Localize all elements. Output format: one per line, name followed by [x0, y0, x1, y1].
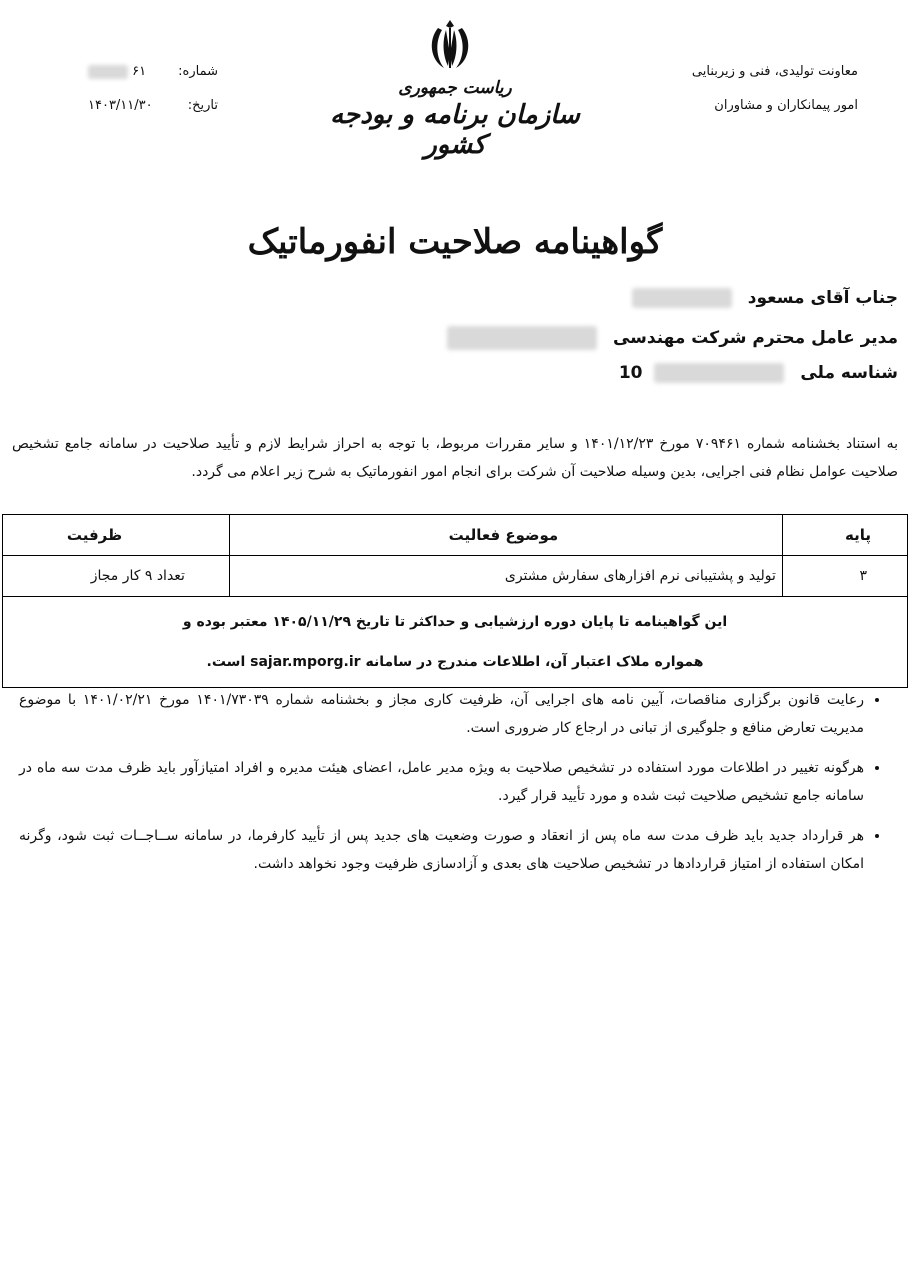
recipient-line-2 — [447, 326, 898, 350]
redacted-company — [447, 326, 597, 350]
date-label: تاریخ: — [187, 98, 218, 113]
header-grade: پایه — [782, 515, 907, 556]
header-right — [692, 55, 858, 123]
date-row — [88, 89, 218, 123]
number-row — [88, 55, 218, 89]
national-id-label: شناسه ملی — [800, 363, 898, 383]
number-label: شماره: — [178, 64, 218, 79]
validity-line-1: این گواهینامه تا پایان دوره ارزشیابی و حداکثر تا تاریخ ۱۴۰۵/۱۱/۲۹ معتبر بوده و — [182, 614, 728, 630]
validity-line-2: همواره ملاک اعتبار آن، اطلاعات مندرج در سامانه sajar.mporg.ir است. — [206, 654, 704, 670]
recipient-line-3 — [619, 363, 898, 383]
redacted-surname — [632, 288, 732, 308]
cell-capacity: تعداد ۹ کار مجاز — [3, 556, 230, 597]
presidency-text: ریاست جمهوری — [398, 78, 512, 98]
department-name: امور پیمانکاران و مشاوران — [714, 98, 858, 113]
qualification-table — [2, 514, 908, 688]
recipient-name: جناب آقای مسعود — [747, 288, 898, 308]
cell-grade: ۳ — [782, 556, 907, 597]
header-capacity: ظرفیت — [3, 515, 230, 556]
deputy-name: معاونت تولیدی، فنی و زیربنایی — [691, 64, 858, 79]
validity-row — [3, 597, 908, 688]
table-row — [3, 556, 908, 597]
national-id-value: 10 — [618, 363, 643, 383]
header-meta — [88, 55, 218, 123]
redacted-number — [88, 65, 128, 79]
organization-logo — [320, 78, 590, 160]
number-value: ۶۱ — [132, 64, 147, 79]
list-item: • رعایت قانون برگزاری مناقصات، آیین نامه های اجرایی آن، ظرفیت کاری مجاز و بخشنامه شماره ۱۴۰۱/۷۳۰۳۹ مورخ ۱۴۰۱/۰۲/۲۱ با موضوع مدیریت تعارض منافع و جلوگیری از تبانی در ارجاع کار ضروری است. — [19, 686, 864, 742]
date-value: ۱۴۰۳/۱۱/۳۰ — [88, 98, 153, 113]
recipient-line-1 — [632, 288, 898, 308]
page-title: گواهینامه صلاحیت انفورماتیک — [247, 222, 663, 262]
rules-list — [19, 686, 890, 890]
organization-name: سازمان برنامه و بودجه کشور — [330, 100, 580, 160]
recipient-company: مدیر عامل محترم شرکت مهندسی — [612, 328, 898, 348]
redacted-national-id — [654, 363, 784, 383]
table-header-row — [3, 515, 908, 556]
list-item: • هرگونه تغییر در اطلاعات مورد استفاده در تشخیص صلاحیت به ویژه مدیر عامل، اعضای هیئت مدیره و افراد امتیازآور باید ظرف مدت سه ماه در سامانه جامع تشخیص صلاحیت ثبت شده و مورد تأیید قرار گیرد. — [19, 754, 864, 810]
iran-emblem-icon — [420, 14, 480, 74]
intro-paragraph: به استناد بخشنامه شماره ۷۰۹۴۶۱ مورخ ۱۴۰۱/۱۲/۲۳ و سایر مقررات مربوط، با توجه به احراز شرایط لازم و تأیید صلاحیت در سامانه جامع تشخیص صلاحیت عوامل نظام فنی اجرایی، بدین وسیله صلاحیت آن شرکت برای انجام امور انفورماتیک به شرح زیر اعلام می گردد. — [12, 436, 898, 480]
validity-note — [3, 597, 908, 688]
list-item: • هر قرارداد جدید باید ظرف مدت سه ماه پس از انعقاد و صورت وضعیت های جدید پس از تأیید کارفرما، در سامانه ســاجــات ثبت شود، وگرنه امکان استفاده از امتیاز قراردادها در تشخیص صلاحیت های بعدی و آزادسازی ظرفیت وجود نخواهد داشت. — [19, 822, 864, 878]
header-subject: موضوع فعالیت — [229, 515, 782, 556]
cell-subject: تولید و پشتیبانی نرم افزارهای سفارش مشتری — [229, 556, 782, 597]
